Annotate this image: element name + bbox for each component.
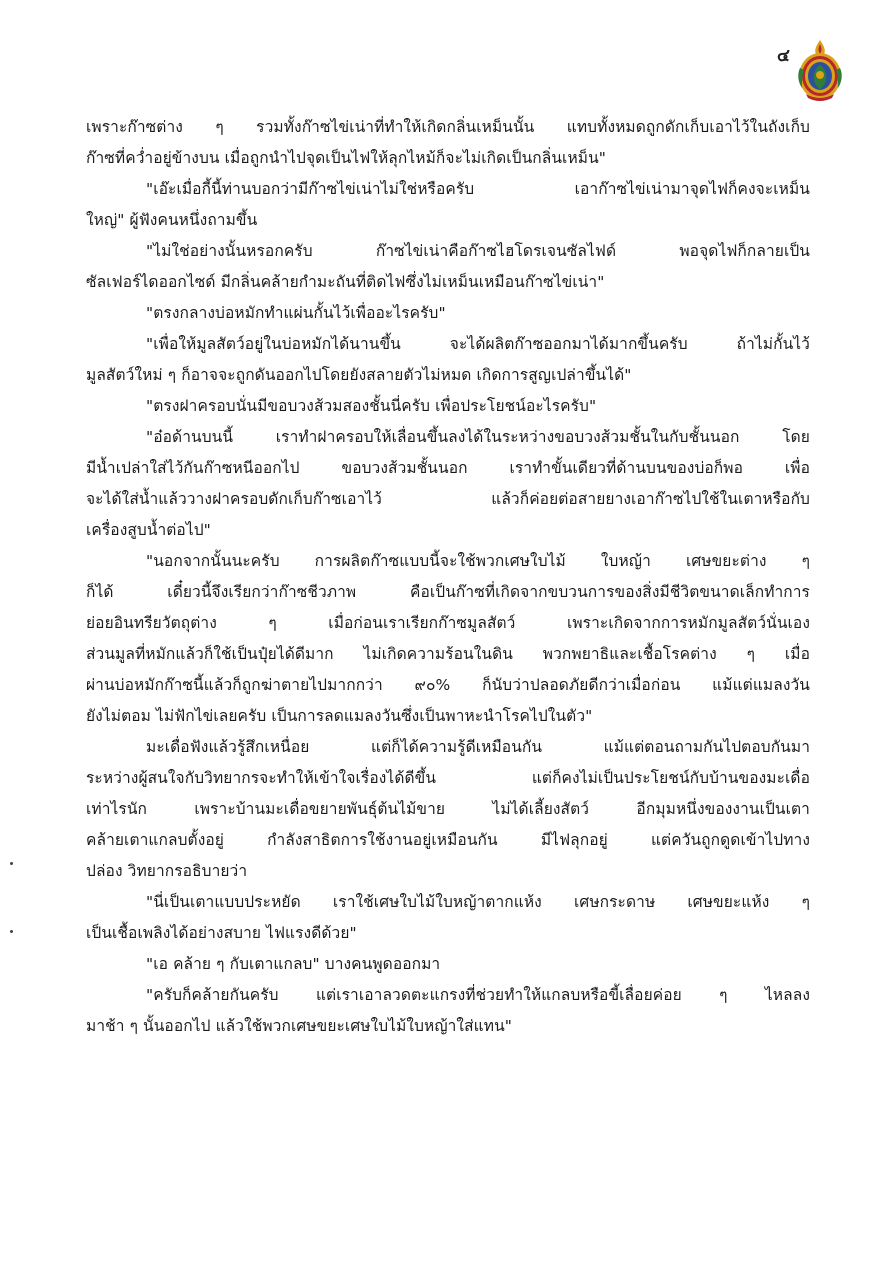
text-line: "ตรงกลางบ่อหมักทำแผ่นกั้นไว้เพื่ออะไรครับ" <box>146 304 446 322</box>
text-line: "เอ คล้าย ๆ กับเตาแกลบ" บางคนพูดออกมา <box>146 955 441 973</box>
text-line: ก็ได้ เดี๋ยวนี้จึงเรียกว่าก๊าซชีวภาพ คือเป็นก๊าซที่เกิดจากขบวนการของสิ่งมีชีวิตขนาดเล็กทำการ <box>86 583 810 601</box>
text-line: "นี่เป็นเตาแบบประหยัด เราใช้เศษใบไม้ใบหญ้าตากแห้ง เศษกระดาษ เศษขยะแห้ง ๆ <box>146 893 810 911</box>
text-line: ย่อยอินทรียวัตถุต่าง ๆ เมื่อก่อนเราเรียกก๊าซมูลสัตว์ เพราะเกิดจากการหมักมูลสัตว์นั่นเอง <box>86 614 810 632</box>
text-line: ซัลเฟอร์ไดออกไซด์ มีกลิ่นคล้ายกำมะถันที่ติดไฟซึ่งไม่เหม็นเหมือนก๊าซไข่เน่า" <box>86 273 605 291</box>
text-line: ส่วนมูลที่หมักแล้วก็ใช้เป็นปุ๋ยได้ดีมาก ไม่เกิดความร้อนในดิน พวกพยาธิและเชื้อโรคต่าง ๆ เมื่อ <box>86 645 810 663</box>
text-line: ปล่อง วิทยากรอธิบายว่า <box>86 862 248 880</box>
text-line: ระหว่างผู้สนใจกับวิทยากรจะทำให้เข้าใจเรื่องได้ดีขึ้น แต่ก็คงไม่เป็นประโยชน์กับบ้านของมะเดื่อ <box>86 769 810 787</box>
text-line: มีน้ำเปล่าใส่ไว้กันก๊าซหนีออกไป ขอบวงส้วมชั้นนอก เราทำขั้นเดียวที่ด้านบนของบ่อก็พอ เพื่อ <box>86 459 810 477</box>
body-text <box>86 112 810 1042</box>
text-line: เพราะก๊าซต่าง ๆ รวมทั้งก๊าซไข่เน่าที่ทำให้เกิดกลิ่นเหม็นนั้น แทบทั้งหมดถูกดักเก็บเอาไว้ในถังเก็บ <box>86 118 810 136</box>
text-line: มะเดื่อฟังแล้วรู้สึกเหนื่อย แต่ก็ได้ความรู้ดีเหมือนกัน แม้แต่ตอนถามกันไปตอบกันมา <box>146 738 810 756</box>
text-line: คล้ายเตาแกลบตั้งอยู่ กำลังสาธิตการใช้งานอยู่เหมือนกัน มีไฟลุกอยู่ แต่ควันถูกดูดเข้าไปทาง <box>86 831 810 849</box>
text-line: "เอ๊ะเมื่อกี้นี้ท่านบอกว่ามีก๊าซไข่เน่าไม่ใช่หรือครับ เอาก๊าซไข่เน่ามาจุดไฟก็คงจะเหม็น <box>146 180 810 198</box>
text-line: "ครับก็คล้ายกันครับ แต่เราเอาลวดตะแกรงที่ช่วยทำให้แกลบหรือขี้เลื่อยค่อย ๆ ไหลลง <box>146 986 810 1004</box>
royal-emblem-icon <box>796 38 844 102</box>
text-line: เท่าไรนัก เพราะบ้านมะเดื่อขยายพันธุ์ต้นไม้ขาย ไม่ได้เลี้ยงสัตว์ อีกมุมหนึ่งของงานเป็นเตา <box>86 800 810 818</box>
text-line: ผ่านบ่อหมักก๊าซนี้แล้วก็ถูกฆ่าตายไปมากกว่า ๙๐% ก็นับว่าปลอดภัยดีกว่าเมื่อก่อน แม้แต่แมลงวัน <box>86 676 810 694</box>
text-line: มาช้า ๆ นั้นออกไป แล้วใช้พวกเศษขยะเศษใบไม้ใบหญ้าใส่แทน" <box>86 1017 512 1035</box>
text-line: ก๊าซที่คว่ำอยู่ข้างบน เมื่อถูกนำไปจุดเป็นไฟให้ลุกไหม้ก็จะไม่เกิดเป็นกลิ่นเหม็น" <box>86 149 607 167</box>
text-line: เป็นเชื้อเพลิงได้อย่างสบาย ไฟแรงดีด้วย" <box>86 924 357 942</box>
text-line: จะได้ใส่น้ำแล้ววางฝาครอบดักเก็บก๊าซเอาไว้ แล้วก็ค่อยต่อสายยางเอาก๊าซไปใช้ในเตาหรือกับ <box>86 490 810 508</box>
text-line: "ไม่ใช่อย่างนั้นหรอกครับ ก๊าซไข่เน่าคือก๊าซไฮโดรเจนซัลไฟด์ พอจุดไฟก็กลายเป็น <box>146 242 810 260</box>
text-line: "นอกจากนั้นนะครับ การผลิตก๊าซแบบนี้จะใช้พวกเศษใบไม้ ใบหญ้า เศษขยะต่าง ๆ <box>146 552 810 570</box>
text-line: ยังไม่ตอม ไม่ฟักไข่เลยครับ เป็นการลดแมลงวันซึ่งเป็นพาหะนำโรคไปในตัว" <box>86 707 593 725</box>
text-line: "เพื่อให้มูลสัตว์อยู่ในบ่อหมักได้นานขึ้น จะได้ผลิตก๊าซออกมาได้มากขึ้นครับ ถ้าไม่กั้นไว้ <box>146 335 810 353</box>
text-line: มูลสัตว์ใหม่ ๆ ก็อาจจะถูกดันออกไปโดยยังสลายตัวไม่หมด เกิดการสูญเปล่าขึ้นได้" <box>86 366 632 384</box>
text-line: "ตรงฝาครอบนั่นมีขอบวงส้วมสองชั้นนี่ครับ เพื่อประโยชน์อะไรครับ" <box>146 397 597 415</box>
page-number: ๔ <box>777 46 790 66</box>
scan-mark <box>10 862 13 865</box>
scan-mark <box>10 930 13 933</box>
text-line: ใหญ่" ผู้ฟังคนหนึ่งถามขึ้น <box>86 211 258 229</box>
text-line: เครื่องสูบน้ำต่อไป" <box>86 521 211 539</box>
text-line: "อ๋อด้านบนนี้ เราทำฝาครอบให้เลื่อนขึ้นลงได้ในระหว่างขอบวงส้วมชั้นในกับชั้นนอก โดย <box>146 428 810 446</box>
